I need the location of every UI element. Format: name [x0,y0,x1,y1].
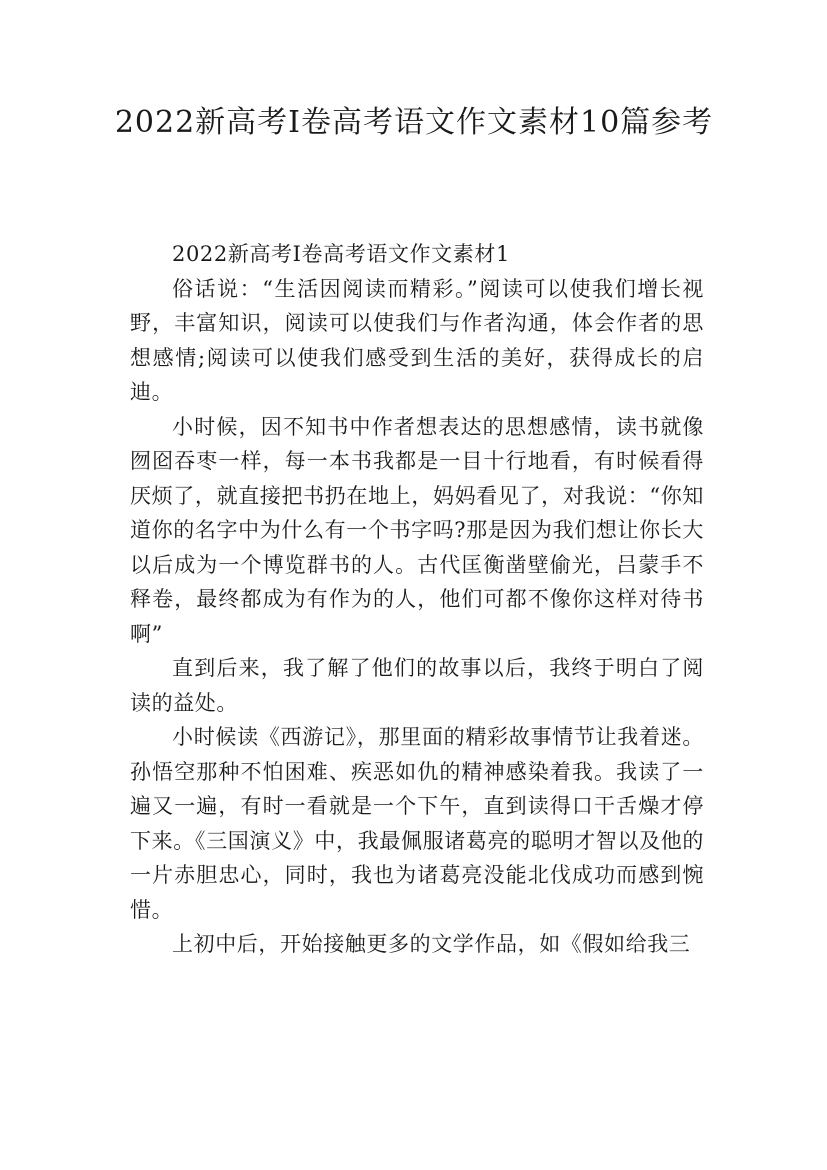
paragraph: 小时候读《西游记》，那里面的精彩故事情节让我着迷。孙悟空那种不怕困难、疾恶如仇的精神感染着我。我读了一遍又一遍，有时一看就是一个下午，直到读得口干舌燥才停下来。《三国演义》中，我最佩服诸葛亮的聪明才智以及他的一片赤胆忠心，同时，我也为诸葛亮没能北伐成功而感到惋惜。 [130,725,704,922]
document-title: 2022新高考Ⅰ卷高考语文作文素材10篇参考 [114,105,714,140]
paragraph: 直到后来，我了解了他们的故事以后，我终于明白了阅读的益处。 [130,656,704,715]
paragraph: 小时候，因不知书中作者想表达的思想感情，读书就像囫囵吞枣一样，每一本书我都是一目十行地看，有时候看得厌烦了，就直接把书扔在地上，妈妈看见了，对我说：“你知道你的名字中为什么有一个书字吗?那是因为我们想让你长大以后成为一个博览群书的人。古代匡衡凿壁偷光，吕蒙手不释卷，最终都成为有作为的人，他们可都不像你这样对待书啊” [130,414,704,646]
paragraph: 俗话说：“生活因阅读而精彩。”阅读可以使我们增长视野，丰富知识，阅读可以使我们与作者沟通，体会作者的思想感情;阅读可以使我们感受到生活的美好，获得成长的启迪。 [130,276,704,404]
paragraph: 上初中后，开始接触更多的文学作品，如《假如给我三 [172,932,691,956]
document-body [130,237,704,962]
section-heading: 2022新高考Ⅰ卷高考语文作文素材1 [172,242,510,266]
